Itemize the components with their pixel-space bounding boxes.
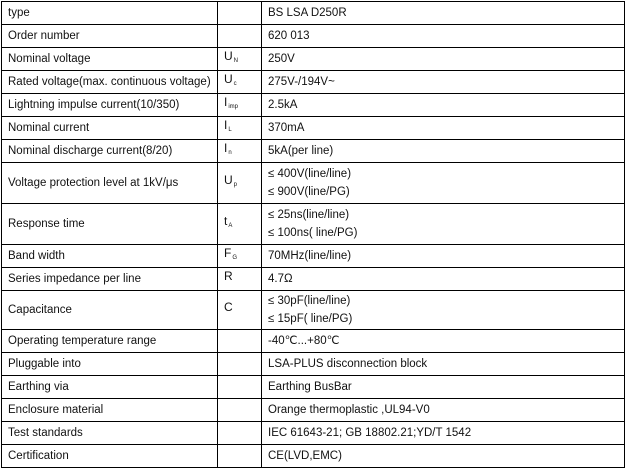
symbol-main: I (224, 95, 228, 109)
table-row (2, 445, 625, 468)
symbol-cell (218, 48, 262, 71)
value-cell (262, 422, 625, 445)
symbol-cell (218, 376, 262, 399)
symbol-main: U (224, 173, 233, 187)
table-row (2, 140, 625, 163)
symbol-subscript: c (233, 81, 237, 87)
value-cell (262, 353, 625, 376)
value-cell (262, 330, 625, 353)
value-line: ≤ 30pF(line/line) (268, 295, 351, 307)
value-cell (262, 163, 625, 204)
value-cell (262, 140, 625, 163)
table-row (2, 117, 625, 140)
value-cell (262, 445, 625, 468)
param-cell: Nominal discharge current(8/20) (2, 140, 218, 163)
table-row (2, 330, 625, 353)
table-row (2, 268, 625, 291)
symbol-cell (218, 204, 262, 245)
value-cell (262, 48, 625, 71)
symbol-subscript: n (228, 150, 232, 156)
value-line: Orange thermoplastic ,UL94-V0 (268, 404, 430, 416)
value-line: 4.7Ω (268, 273, 293, 285)
table-row (2, 245, 625, 268)
param-cell: Rated voltage(max. continuous voltage) (2, 71, 218, 94)
table-row (2, 2, 625, 25)
symbol-cell (218, 330, 262, 353)
symbol-cell (218, 2, 262, 25)
symbol-main: I (224, 118, 228, 132)
symbol-subscript: N (233, 58, 239, 64)
symbol-cell (218, 25, 262, 48)
table-row (2, 376, 625, 399)
symbol-main: C (224, 300, 233, 314)
symbol-cell (218, 353, 262, 376)
table-row (2, 25, 625, 48)
table-row (2, 204, 625, 245)
param-cell: Order number (2, 25, 218, 48)
value-line: IEC 61643-21; GB 18802.21;YD/T 1542 (268, 427, 472, 439)
param-cell: Voltage protection level at 1kV/μs (2, 163, 218, 204)
value-line: ≤ 25ns(line/line) (268, 209, 350, 221)
symbol-main: R (224, 269, 233, 283)
param-cell: Test standards (2, 422, 218, 445)
symbol-cell (218, 291, 262, 330)
value-cell (262, 399, 625, 422)
spec-table (1, 1, 625, 468)
value-line: 275V-/194V~ (268, 76, 335, 88)
table-row (2, 399, 625, 422)
param-cell: Band width (2, 245, 218, 268)
value-line: ≤ 900V(line/PG) (268, 186, 350, 198)
value-cell (262, 117, 625, 140)
param-cell: Nominal voltage (2, 48, 218, 71)
table-row (2, 422, 625, 445)
symbol-cell (218, 163, 262, 204)
value-line: ≤ 100ns( line/PG) (268, 227, 358, 239)
value-cell (262, 245, 625, 268)
symbol-subscript: imp (228, 104, 239, 110)
symbol-main: U (224, 49, 233, 63)
symbol-cell (218, 140, 262, 163)
symbol-cell (218, 71, 262, 94)
symbol-main: I (224, 141, 228, 155)
table-row (2, 48, 625, 71)
value-cell (262, 2, 625, 25)
value-cell (262, 204, 625, 245)
param-cell: Operating temperature range (2, 330, 218, 353)
value-cell (262, 94, 625, 117)
value-line: 370mA (268, 122, 305, 134)
param-cell: Nominal current (2, 117, 218, 140)
param-cell: Series impedance per line (2, 268, 218, 291)
param-cell: Capacitance (2, 291, 218, 330)
value-line: 70MHz(line/line) (268, 250, 352, 262)
symbol-cell (218, 445, 262, 468)
param-cell: Lightning impulse current(10/350) (2, 94, 218, 117)
table-row (2, 71, 625, 94)
table-row (2, 163, 625, 204)
table-row (2, 291, 625, 330)
param-cell: Earthing via (2, 376, 218, 399)
value-line: ≤ 15pF( line/PG) (268, 313, 353, 325)
spec-table-body (2, 2, 625, 468)
value-cell (262, 25, 625, 48)
symbol-subscript: L (228, 127, 232, 133)
symbol-subscript: p (233, 182, 238, 188)
value-line: 250V (268, 53, 295, 65)
symbol-cell (218, 94, 262, 117)
param-cell: Certification (2, 445, 218, 468)
symbol-subscript: G (232, 255, 238, 261)
value-line: ≤ 400V(line/line) (268, 168, 352, 180)
value-line: Earthing BusBar (268, 381, 352, 393)
value-line: 5kA(per line) (268, 145, 334, 157)
value-cell (262, 376, 625, 399)
symbol-cell (218, 117, 262, 140)
value-line: LSA-PLUS disconnection block (268, 358, 428, 370)
symbol-cell (218, 422, 262, 445)
param-cell: Enclosure material (2, 399, 218, 422)
symbol-subscript: A (228, 223, 233, 229)
symbol-cell (218, 399, 262, 422)
value-cell (262, 291, 625, 330)
value-line: BS LSA D250R (268, 7, 347, 19)
value-line: -40℃...+80℃ (268, 335, 340, 347)
value-cell (262, 71, 625, 94)
value-cell (262, 268, 625, 291)
symbol-main: t (224, 214, 228, 228)
symbol-cell (218, 245, 262, 268)
symbol-main: F (224, 246, 232, 260)
param-cell: Pluggable into (2, 353, 218, 376)
value-line: CE(LVD,EMC) (268, 450, 342, 462)
value-line: 620 013 (268, 30, 310, 42)
symbol-cell (218, 268, 262, 291)
param-cell: type (2, 2, 218, 25)
param-cell: Response time (2, 204, 218, 245)
value-line: 2.5kA (268, 99, 298, 111)
symbol-main: U (224, 72, 233, 86)
table-row (2, 94, 625, 117)
table-row (2, 353, 625, 376)
